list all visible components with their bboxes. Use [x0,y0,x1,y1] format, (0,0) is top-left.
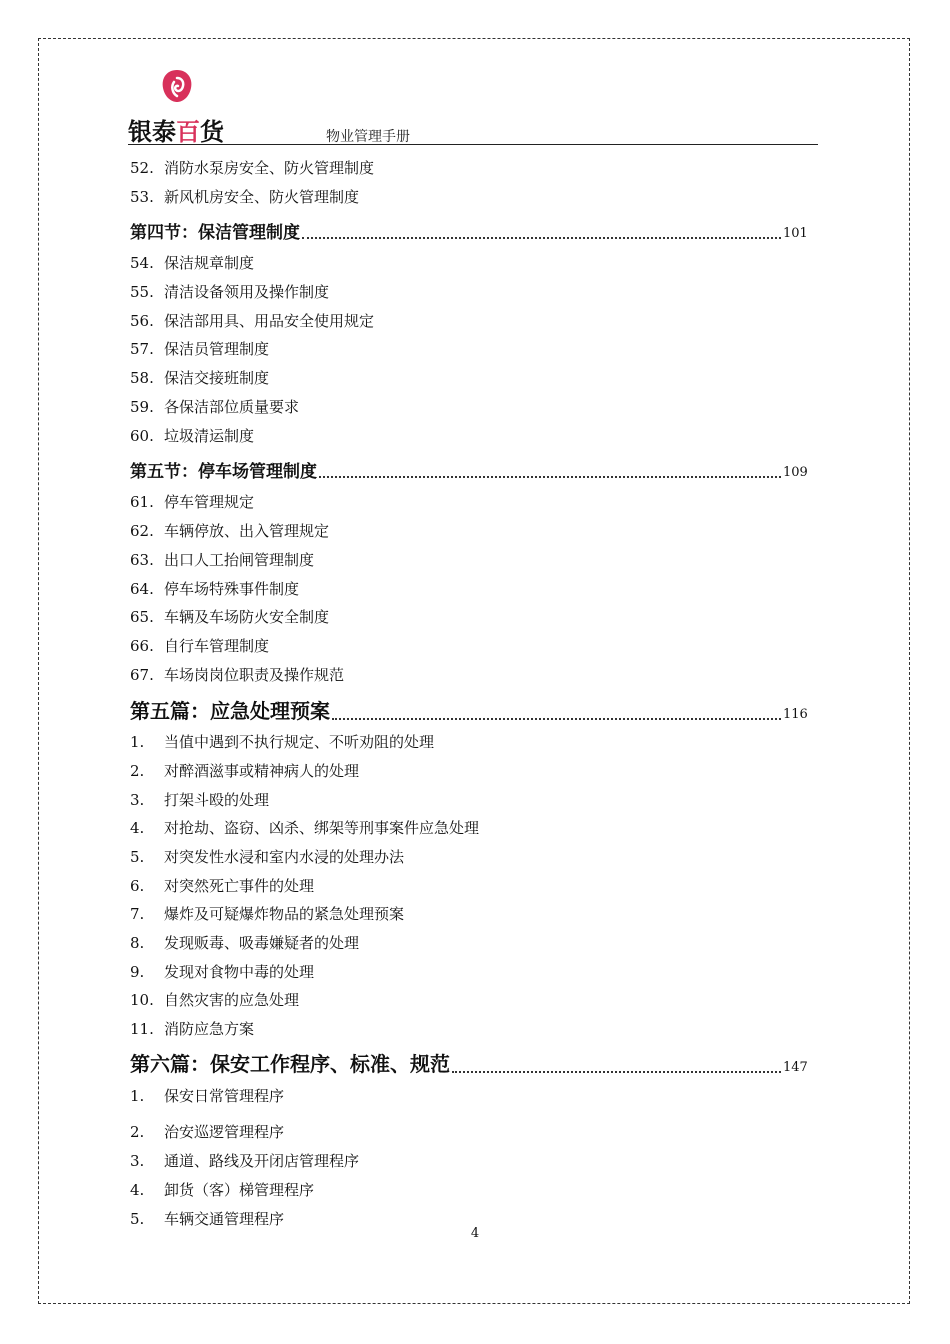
rose-logo-icon [160,68,194,106]
toc-item-number: 60. [130,427,154,445]
toc-item[interactable] [130,311,374,331]
toc-item[interactable] [130,732,434,752]
toc-item-label: 车场岗岗位职责及操作规范 [164,666,345,684]
toc-item[interactable] [130,847,404,867]
toc-item-number: 55. [130,283,154,301]
document-header [128,68,818,146]
toc-item-number: 66. [130,637,154,655]
toc-item-label: 对突发性水浸和室内水浸的处理办法 [164,848,405,866]
toc-item[interactable] [130,158,374,178]
toc-item-label: 保安日常管理程序 [164,1087,285,1105]
toc-heading-label: 第六篇：保安工作程序、标准、规范 [130,1052,450,1076]
toc-item-number: 2. [130,762,145,780]
toc-item-label: 保洁规章制度 [164,254,255,272]
toc-item-label: 对抢劫、盗窃、凶杀、绑架等刑事案件应急处理 [164,819,480,837]
toc-item-number: 52. [130,159,154,177]
toc-item-label: 自然灾害的应急处理 [164,991,300,1009]
toc-item[interactable] [130,1122,284,1142]
toc-section-heading[interactable] [130,457,808,482]
toc-item[interactable] [130,1151,359,1171]
toc-item-label: 保洁员管理制度 [164,340,270,358]
toc-item-number: 57. [130,340,154,358]
toc-item-number: 67. [130,666,154,684]
toc-page-number: 116 [783,707,808,722]
toc-item[interactable] [130,761,359,781]
toc-item-number: 5. [130,1210,145,1228]
toc-item-label: 停车管理规定 [164,493,255,511]
toc-item-label: 发现对食物中毒的处理 [164,963,315,981]
toc-item[interactable] [130,636,269,656]
header-rule [128,144,818,145]
toc-item[interactable] [130,253,254,273]
toc-item-number: 10. [130,991,154,1009]
toc-item-number: 7. [130,905,145,923]
toc-item-label: 爆炸及可疑爆炸物品的紧急处理预案 [164,905,405,923]
toc-item-number: 8. [130,934,145,952]
toc-item-label: 车辆交通管理程序 [164,1210,285,1228]
toc-item-number: 1. [130,1087,145,1105]
toc-item[interactable] [130,990,299,1010]
toc-item-number: 65. [130,608,154,626]
toc-item-label: 停车场特殊事件制度 [164,580,300,598]
toc-item-label: 垃圾清运制度 [164,427,255,445]
toc-item-label: 新风机房安全、防火管理制度 [164,188,360,206]
toc-heading-label: 第五节：停车场管理制度 [130,462,317,482]
toc-item[interactable] [130,876,314,896]
brand-text-right: 货 [200,118,224,146]
toc-item-number: 4. [130,1181,145,1199]
toc-item[interactable] [130,397,299,417]
toc-item-label: 发现贩毒、吸毒嫌疑者的处理 [164,934,360,952]
toc-item-label: 对醉酒滋事或精神病人的处理 [164,762,360,780]
toc-chapter-heading[interactable] [130,1048,808,1077]
toc-item-number: 5. [130,848,145,866]
toc-item[interactable] [130,187,359,207]
toc-item-label: 清洁设备领用及操作制度 [164,283,330,301]
toc-heading-label: 第五篇：应急处理预案 [130,699,330,723]
toc-item[interactable] [130,1019,254,1039]
toc-chapter-heading[interactable] [130,695,808,724]
toc-item[interactable] [130,962,314,982]
toc-dot-leader [332,718,781,720]
toc-item-label: 保洁交接班制度 [164,369,270,387]
toc-item[interactable] [130,665,344,685]
toc-item-number: 63. [130,551,154,569]
toc-item-number: 11. [130,1020,154,1038]
toc-item[interactable] [130,818,479,838]
toc-item-label: 打架斗殴的处理 [164,791,270,809]
toc-item-number: 2. [130,1123,145,1141]
toc-item[interactable] [130,282,329,302]
manual-title: 物业管理手册 [326,129,410,145]
toc-page-number: 109 [783,465,808,480]
toc-item-number: 6. [130,877,145,895]
toc-item[interactable] [130,1180,314,1200]
toc-item-label: 消防应急方案 [164,1020,255,1038]
toc-item[interactable] [130,521,329,541]
toc-item-number: 64. [130,580,154,598]
toc-dot-leader [452,1071,781,1073]
toc-section-heading[interactable] [130,218,808,243]
toc-item-number: 1. [130,733,145,751]
toc-dot-leader [319,476,781,478]
toc-dot-leader [302,237,781,239]
toc-item-label: 自行车管理制度 [164,637,270,655]
toc-item-label: 车辆停放、出入管理规定 [164,522,330,540]
toc-page-number: 101 [783,226,808,241]
toc-item[interactable] [130,550,314,570]
toc-item-number: 58. [130,369,154,387]
toc-item-label: 消防水泵房安全、防火管理制度 [164,159,375,177]
toc-item-number: 4. [130,819,145,837]
toc-item-label: 当值中遇到不执行规定、不听劝阻的处理 [164,733,435,751]
toc-item-number: 3. [130,791,145,809]
page-number: 4 [470,1226,480,1241]
toc-item-label: 对突然死亡事件的处理 [164,877,315,895]
brand-logo-text [128,112,224,147]
toc-item[interactable] [130,790,269,810]
toc-item-number: 9. [130,963,145,981]
toc-item[interactable] [130,579,299,599]
brand-text-accent: 百 [176,118,200,146]
toc-item-label: 通道、路线及开闭店管理程序 [164,1152,360,1170]
brand-text-left: 银泰 [128,118,176,146]
toc-item-number: 54. [130,254,154,272]
toc-item[interactable] [130,339,269,359]
toc-item[interactable] [130,426,254,446]
toc-item-number: 56. [130,312,154,330]
toc-item-label: 出口人工抬闸管理制度 [164,551,315,569]
toc-item-label: 车辆及车场防火安全制度 [164,608,330,626]
toc-item[interactable] [130,492,254,512]
toc-item-number: 3. [130,1152,145,1170]
toc-item[interactable] [130,904,404,924]
toc-item-label: 卸货（客）梯管理程序 [164,1181,315,1199]
toc-item[interactable] [130,933,359,953]
toc-item-number: 59. [130,398,154,416]
toc-item[interactable] [130,368,269,388]
toc-item-number: 53. [130,188,154,206]
toc-item-label: 治安巡逻管理程序 [164,1123,285,1141]
toc-heading-label: 第四节：保洁管理制度 [130,223,300,243]
toc-item-label: 各保洁部位质量要求 [164,398,300,416]
toc-item[interactable] [130,1086,284,1106]
toc-item[interactable] [130,607,329,627]
toc-item-label: 保洁部用具、用品安全使用规定 [164,312,375,330]
toc-item-number: 62. [130,522,154,540]
toc-page-number: 147 [783,1060,808,1075]
toc-item-number: 61. [130,493,154,511]
